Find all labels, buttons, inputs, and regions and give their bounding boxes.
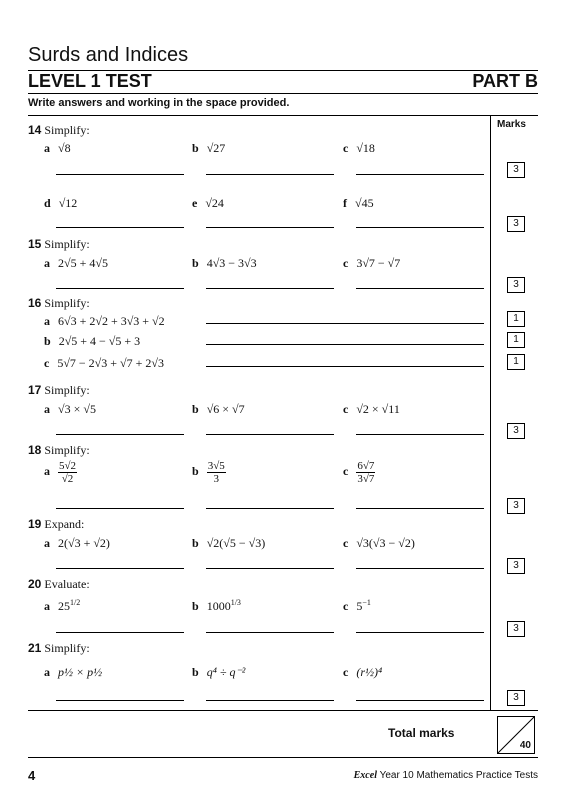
q17-c: c √2 × √11 bbox=[343, 402, 400, 416]
answer-line[interactable] bbox=[206, 568, 334, 569]
q20-b: b $1000^{1/3}$ bbox=[192, 598, 241, 613]
answer-line[interactable] bbox=[356, 700, 484, 701]
marks-box: 1 bbox=[507, 332, 525, 348]
q17-b: b √6 × √7 bbox=[192, 402, 245, 416]
marks-box: 1 bbox=[507, 311, 525, 327]
answer-line[interactable] bbox=[206, 508, 334, 509]
answer-line[interactable] bbox=[206, 323, 484, 324]
marks-box: 3 bbox=[507, 423, 525, 439]
q21-c: c (r½)⁴ bbox=[343, 665, 383, 679]
answer-line[interactable] bbox=[356, 174, 484, 175]
answer-line[interactable] bbox=[356, 227, 484, 228]
q14-b: b √27 bbox=[192, 141, 226, 155]
answer-line[interactable] bbox=[56, 508, 184, 509]
marks-box: 3 bbox=[507, 690, 525, 706]
chapter-title: Surds and Indices bbox=[28, 44, 189, 66]
q21-a: a p½ × p½ bbox=[44, 665, 103, 679]
marks-box: 1 bbox=[507, 354, 525, 370]
answer-line[interactable] bbox=[56, 568, 184, 569]
q18-b: b $\frac{3√5}{3}$ bbox=[192, 460, 225, 485]
q19-b: b √2(√5 − √3) bbox=[192, 536, 266, 550]
answer-line[interactable] bbox=[56, 227, 184, 228]
q14-f: f √45 bbox=[343, 196, 374, 210]
answer-line[interactable] bbox=[356, 508, 484, 509]
total-marks-box bbox=[497, 716, 535, 754]
footer-title bbox=[354, 770, 538, 781]
marks-box: 3 bbox=[507, 621, 525, 637]
question-15-heading: 15 Simplify: bbox=[28, 237, 90, 251]
q19-a: a 2(√3 + √2) bbox=[44, 536, 110, 550]
question-16-heading: 16 Simplify: bbox=[28, 296, 90, 310]
q19-c: c √3(√3 − √2) bbox=[343, 536, 415, 550]
q21-b: b q⁴ ÷ q⁻² bbox=[192, 665, 246, 679]
q14-c: c √18 bbox=[343, 141, 375, 155]
q20-a: a $25^{1/2}$ bbox=[44, 598, 81, 613]
marks-header: Marks bbox=[497, 119, 526, 130]
answer-line[interactable] bbox=[206, 366, 484, 367]
q15-a: a 2√5 + 4√5 bbox=[44, 256, 108, 270]
q14-e: e √24 bbox=[192, 196, 224, 210]
q18-a: a $\frac{5√2}{√2}$ bbox=[44, 460, 77, 485]
answer-line[interactable] bbox=[206, 434, 334, 435]
answer-line[interactable] bbox=[56, 288, 184, 289]
answer-line[interactable] bbox=[206, 174, 334, 175]
answer-line[interactable] bbox=[206, 227, 334, 228]
level-title: LEVEL 1 TEST bbox=[28, 71, 152, 91]
q14-d: d √12 bbox=[44, 196, 78, 210]
answer-line[interactable] bbox=[56, 700, 184, 701]
q17-a: a √3 × √5 bbox=[44, 402, 96, 416]
question-17-heading: 17 Simplify: bbox=[28, 383, 90, 397]
instruction: Write answers and working in the space provided. bbox=[28, 97, 290, 109]
answer-line[interactable] bbox=[356, 288, 484, 289]
part-title: PART B bbox=[472, 71, 538, 91]
total-marks-label: Total marks bbox=[388, 726, 455, 740]
question-19-heading: 19 Expand: bbox=[28, 517, 85, 531]
footer-rule bbox=[28, 757, 538, 758]
header-rule-2 bbox=[28, 93, 538, 94]
marks-box: 3 bbox=[507, 498, 525, 514]
q16-a: a 6√3 + 2√2 + 3√3 + √2 bbox=[44, 314, 165, 328]
marks-column-divider bbox=[490, 115, 491, 710]
answer-line[interactable] bbox=[56, 174, 184, 175]
content-bottom-rule bbox=[28, 710, 538, 711]
question-18-heading: 18 Simplify: bbox=[28, 443, 90, 457]
answer-line[interactable] bbox=[206, 288, 334, 289]
question-20-heading: 20 Evaluate: bbox=[28, 577, 90, 591]
footer-brand: Excel bbox=[353, 770, 377, 781]
q18-c: c $\frac{6√7}{3√7}$ bbox=[343, 460, 375, 485]
answer-line[interactable] bbox=[206, 344, 484, 345]
question-21-heading: 21 Simplify: bbox=[28, 641, 90, 655]
content-top-rule bbox=[28, 115, 538, 116]
answer-line[interactable] bbox=[56, 434, 184, 435]
q15-c: c 3√7 − √7 bbox=[343, 256, 401, 270]
marks-box: 3 bbox=[507, 558, 525, 574]
marks-box: 3 bbox=[507, 277, 525, 293]
q15-b: b 4√3 − 3√3 bbox=[192, 256, 257, 270]
answer-line[interactable] bbox=[356, 568, 484, 569]
total-marks-value: 40 bbox=[519, 740, 531, 751]
marks-box: 3 bbox=[507, 162, 525, 178]
q16-b: b 2√5 + 4 − √5 + 3 bbox=[44, 334, 141, 348]
question-14-heading: 14 Simplify: bbox=[28, 123, 90, 137]
q20-c: c $5^{-1}$ bbox=[343, 598, 371, 613]
answer-line[interactable] bbox=[356, 434, 484, 435]
marks-box: 3 bbox=[507, 216, 525, 232]
answer-line[interactable] bbox=[56, 632, 184, 633]
answer-line[interactable] bbox=[206, 632, 334, 633]
q14-a: a √8 bbox=[44, 141, 71, 155]
answer-line[interactable] bbox=[206, 700, 334, 701]
footer-book-title: Year 10 Mathematics Practice Tests bbox=[379, 770, 538, 781]
answer-line[interactable] bbox=[356, 632, 484, 633]
page-number: 4 bbox=[28, 768, 36, 783]
q16-c: c 5√7 − 2√3 + √7 + 2√3 bbox=[44, 356, 164, 370]
